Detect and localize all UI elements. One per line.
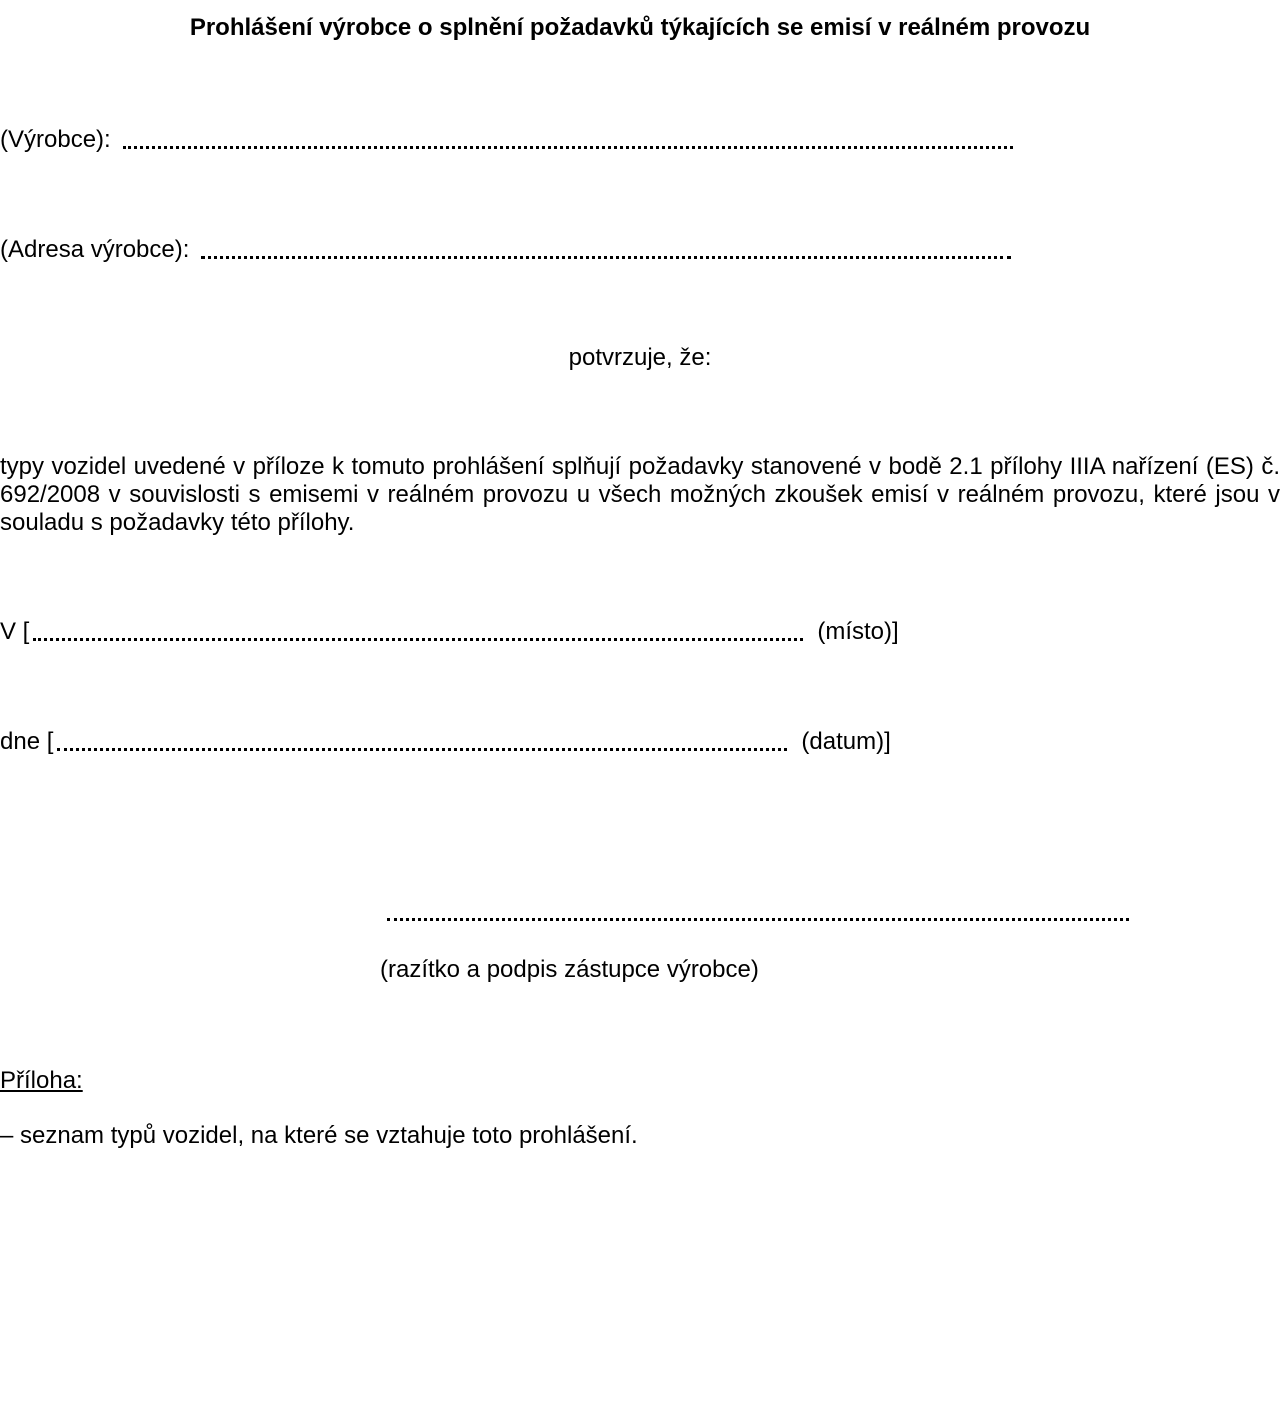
date-prefix: dne [	[0, 728, 54, 755]
statement-paragraph: typy vozidel uvedené v příloze k tomuto prohlášení splňují požadavky stanovené v bodě 2.1 přílohy IIIA nařízení (ES) č. 692/2008 v souvislosti s emisemi v reálném provozu u všech možných zkoušek emisí v reálném provozu, které jsou v souladu s požadavky této přílohy.	[0, 453, 1280, 536]
place-prefix: V [	[0, 618, 30, 645]
manufacturer-field	[0, 126, 1013, 155]
signature-label: (razítko a podpis zástupce výrobce)	[380, 956, 759, 983]
address-field	[0, 236, 1011, 265]
date-suffix: (datum)]	[801, 728, 891, 755]
annex-label: Příloha:	[0, 1067, 83, 1094]
date-field	[0, 728, 891, 757]
manufacturer-fill-line	[123, 146, 1013, 149]
address-label: (Adresa výrobce):	[0, 236, 190, 263]
manufacturer-label: (Výrobce):	[0, 126, 111, 153]
place-field	[0, 618, 899, 647]
address-fill-line	[201, 256, 1011, 259]
signature-fill-line	[387, 918, 1129, 921]
confirms-text: potvrzuje, že:	[568, 344, 712, 371]
annex-list-item: – seznam typů vozidel, na které se vztahuje toto prohlášení.	[0, 1122, 638, 1149]
place-fill-line	[33, 638, 803, 641]
place-suffix: (místo)]	[817, 618, 899, 645]
date-fill-line	[57, 748, 787, 751]
document-title: Prohlášení výrobce o splnění požadavků týkajících se emisí v reálném provozu	[189, 14, 1091, 41]
